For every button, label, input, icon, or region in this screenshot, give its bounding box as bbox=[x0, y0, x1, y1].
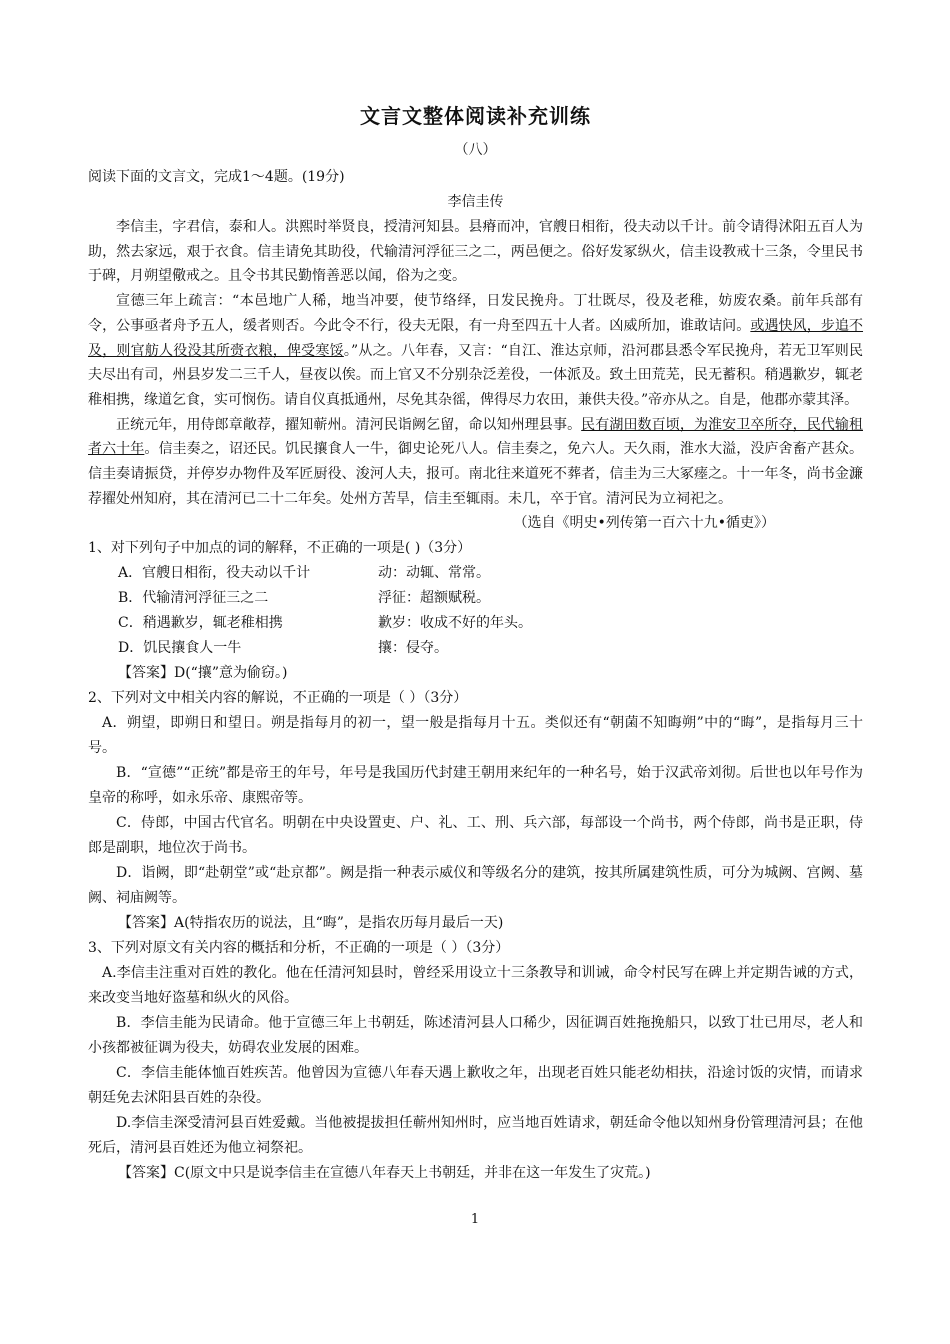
option-gloss: 歉岁：收成不好的年头。 bbox=[378, 615, 532, 632]
question-2-option-d: D．诣阙，即“赴朝堂”或“赴京都”。阙是指一种表示威仪和等级名分的建筑，按其所属建筑性质，可分为城阙、宫阙、墓阙、祠庙阙等。 bbox=[88, 865, 863, 907]
option-sentence: A．官艘日相衔，役夫动以千计 bbox=[118, 565, 311, 582]
passage-paragraph-2 bbox=[88, 289, 863, 413]
underlined-sentence-1: 或遇快风，步追不及，则官舫人役没其所赍衣粮，俾受寒馁 bbox=[88, 317, 864, 359]
passage-p2-part2: 。”从之。八年春，又言：“自江、淮达京师，沿河郡县悉令军民挽舟，若无卫军则民夫尽出有司，州县岁发二三千人，昼夜以俟。而上官又不分别杂泛差役，一体派及。致土田荒芜，民无蓄积。稍遇歉岁，辄老稚相携，缘道乞食，实可悯伤。请自仪真抵通州，尽免其杂徭，俾得尽力农田，兼供夫役。”帝亦从之。自是，他郡亦蒙其泽。 bbox=[88, 342, 864, 408]
page-subtitle: （八） bbox=[454, 142, 497, 158]
question-2-option-a: A．朔望，即朔日和望日。朔是指每月的初一，望一般是指每月十五。类似还有“朝菌不知晦朔”中的“晦”，是指每月三十号。 bbox=[88, 715, 863, 757]
question-2-stem: 2、下列对文中相关内容的解说，不正确的一项是（ ）（3分） bbox=[88, 690, 468, 707]
option-sentence: C．稍遇歉岁，辄老稚相携 bbox=[118, 615, 283, 632]
question-3-option-d: D.李信圭深受清河县百姓爱戴。当他被提拔担任蕲州知州时，应当地百姓请求，朝廷命令他以知州身份管理清河县；在他死后，清河县百姓还为他立祠祭祀。 bbox=[88, 1115, 863, 1157]
option-sentence: D．饥民攘食人一牛 bbox=[118, 640, 242, 657]
option-gloss: 浮征：超额赋税。 bbox=[378, 590, 490, 607]
question-3-stem: 3、下列对原文有关内容的概括和分析，不正确的一项是（ ）（3分） bbox=[88, 940, 510, 957]
option-gloss: 攘：侵夺。 bbox=[378, 640, 448, 657]
question-2-option-c: C．侍郎，中国古代官名。明朝在中央设置吏、户、礼、工、刑、兵六部，每部设一个尚书，两个侍郎，尚书是正职，侍郎是副职，地位次于尚书。 bbox=[88, 815, 863, 857]
question-3-option-a: A.李信圭注重对百姓的教化。他在任清河知县时，曾经采用设立十三条教导和训诫，命令村民写在碑上并定期告诫的方式，来改变当地好盗墓和纵火的风俗。 bbox=[88, 965, 863, 1007]
question-3-answer: 【答案】C(原文中只是说李信圭在宣德八年春天上书朝廷，并非在这一年发生了灾荒。) bbox=[118, 1165, 651, 1182]
passage-p3-part2: 。信圭奏之，诏还民。饥民攘食人一牛，御史论死八人。信圭奏之，免六人。天久雨，淮水大溢，没庐舍畜产甚众。信圭奏请振贷，并停岁办物件及军匠厨役、浚河人夫，报可。南北往来道死不葬者，信圭为三大冢瘗之。十一年冬，尚书金濂荐擢处州知府，其在清河已二十二年矣。处州方苦旱，信圭至辄雨。未几，卒于官。清河民为立祠祀之。 bbox=[88, 441, 864, 507]
document-page bbox=[88, 100, 863, 1186]
passage-paragraph-1: 李信圭，字君信，泰和人。洪熙时举贤良，授清河知县。县瘠而冲，官艘日相衔，役夫动以千计。前令请得沭阳五百人为助，然去家远，艰于衣食。信圭请免其助役，代输清河浮征三之二，两邑便之。俗好发冢纵火，信圭设教戒十三条，令里民书于碑，月朔望儆戒之。且令书其民勤惰善恶以闻，俗为之变。 bbox=[88, 219, 863, 285]
question-3-option-b: B．李信圭能为民请命。他于宣德三年上书朝廷，陈述清河县人口稀少，因征调百姓拖挽船只，以致丁壮已用尽，老人和小孩都被征调为役夫，妨碍农业发展的困难。 bbox=[88, 1015, 863, 1057]
page-title: 文言文整体阅读补充训练 bbox=[360, 104, 591, 128]
option-sentence: B．代输清河浮征三之二 bbox=[118, 590, 269, 607]
question-2-answer: 【答案】A(特指农历的说法，且“晦”，是指农历每月最后一天) bbox=[118, 915, 504, 932]
question-1-option-d bbox=[88, 636, 863, 661]
instruction: 阅读下面的文言文，完成1～4题。(19分) bbox=[88, 169, 345, 185]
question-1-option-c bbox=[88, 611, 863, 636]
passage-p2-part1: 宣德三年上疏言：“本邑地广人稀，地当冲要，使节络绎，日发民挽舟。丁壮既尽，役及老稚，妨废农桑。前年兵部有令，公事亟者舟予五人，缓者则否。今此令不行，役夫无限，有一舟至四五十人者。凶威所加，谁敢诘问。 bbox=[88, 293, 863, 334]
question-1-stem: 1、对下列句子中加点的词的解释，不正确的一项是( )（3分） bbox=[88, 540, 472, 557]
question-1-option-b bbox=[88, 586, 863, 611]
page-number: 1 bbox=[470, 1212, 480, 1227]
text-title: 李信圭传 bbox=[447, 194, 504, 210]
passage-paragraph-3 bbox=[88, 413, 863, 512]
question-2-option-b: B．“宣德”“正统”都是帝王的年号，年号是我国历代封建王朝用来纪年的一种名号，始于汉武帝刘彻。后世也以年号作为皇帝的称呼，如永乐帝、康熙帝等。 bbox=[88, 765, 863, 807]
question-1-option-a bbox=[88, 561, 863, 586]
underlined-sentence-2: 民有湖田数百顷，为淮安卫卒所夺，民代输租者六十年 bbox=[88, 416, 863, 458]
source-citation: （选自《明史•列传第一百六十九•循吏》） bbox=[513, 515, 775, 532]
question-1-answer: 【答案】D(“攘”意为偷窃。) bbox=[118, 665, 288, 682]
option-gloss: 动：动辄、常常。 bbox=[378, 565, 490, 582]
question-3-option-c: C．李信圭能体恤百姓疾苦。他曾因为宣德八年春天遇上歉收之年，出现老百姓只能老幼相扶，沿途讨饭的灾情，而请求朝廷免去沭阳县百姓的杂役。 bbox=[88, 1065, 863, 1107]
passage-p3-part1: 正统元年，用侍郎章敞荐，擢知蕲州。清河民诣阙乞留，命以知州理县事。 bbox=[116, 416, 582, 433]
